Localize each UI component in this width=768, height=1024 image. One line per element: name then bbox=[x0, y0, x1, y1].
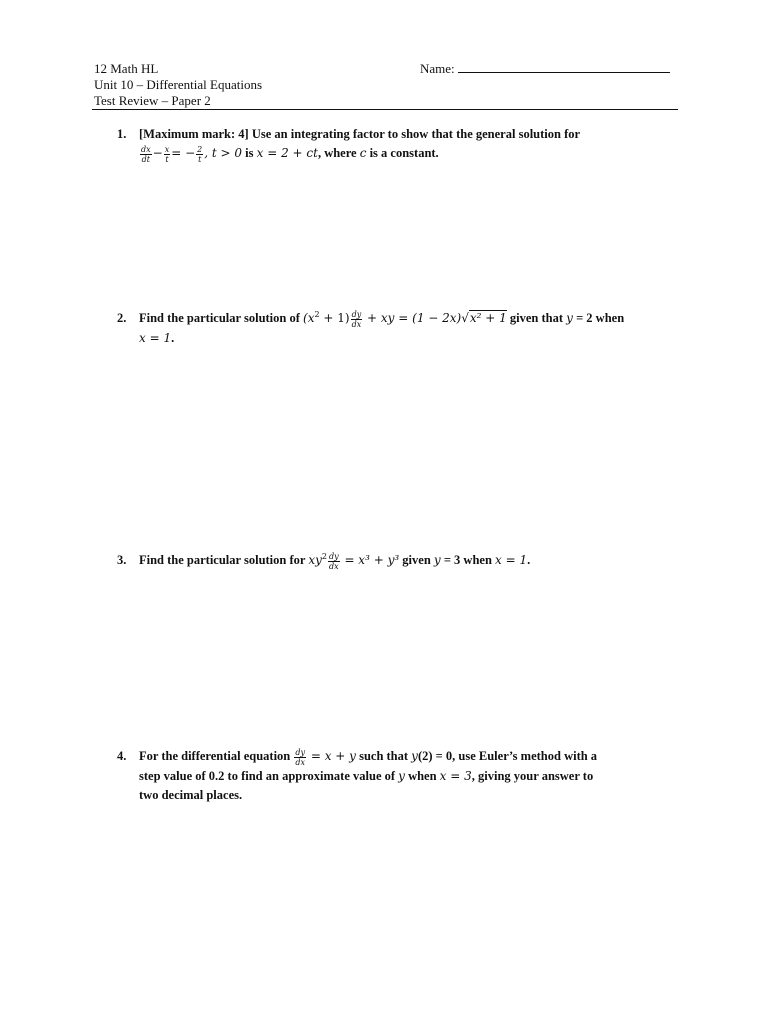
question-number: 3. bbox=[117, 553, 127, 567]
course-title: 12 Math HL bbox=[94, 61, 159, 76]
question-body: For the differential equation $\frac{dy}{dx}$ = x + y such that y(2) = 0, use Euler’s method with a step value of 0.2 to find an approximate value of y when x = 3, giving your answer to two decimal places. bbox=[139, 747, 598, 802]
fraction-dy-dx: $\frac{dy}{dx}$ bbox=[351, 309, 362, 329]
question-1 bbox=[117, 125, 662, 164]
marks-label: [Maximum mark: 4] bbox=[139, 127, 249, 141]
question-body: Find the particular solution for $xy^2$ $\frac{dy}{dx}$ = x³ + y³ given y = 3 when x = 1. bbox=[139, 551, 531, 571]
question-number: 4. bbox=[117, 749, 127, 763]
fraction-dy-dx: $\frac{dy}{dx}$ bbox=[295, 747, 306, 767]
fraction-dy-dx: $\frac{dy}{dx}$ bbox=[328, 551, 339, 571]
unit-title: Unit 10 – Differential Equations bbox=[94, 77, 263, 92]
question-text: Use an integrating factor to show that the general solution for bbox=[248, 127, 581, 141]
solution-expression: x = 2 + ct bbox=[256, 146, 318, 160]
question-3 bbox=[117, 551, 662, 571]
fraction-2-t: $\frac{2}{t}$ bbox=[197, 144, 203, 164]
fraction-x-t: $\frac{x}{t}$ bbox=[164, 144, 170, 164]
paper-title: Test Review – Paper 2 bbox=[94, 93, 211, 108]
question-body: [Maximum mark: 4] Use an integrating factor to show that the general solution for $\frac{dx}{dt}$ − $\frac{x}{t}$ = − $\frac{2}{t}$ , t > 0 is x = 2 + ct, where c is a constant. bbox=[139, 127, 581, 164]
question-number: 1. bbox=[117, 127, 127, 141]
fraction-dx-dt: $\frac{dx}{dt}$ bbox=[141, 144, 151, 164]
name-label: Name: bbox=[420, 61, 455, 76]
header-divider bbox=[92, 109, 678, 110]
question-number: 2. bbox=[117, 311, 127, 325]
name-field bbox=[420, 61, 670, 77]
question-body: Find the particular solution of $(x^2 + 1)$ $\frac{dy}{dx}$ + xy = (1 − 2x)√x² + 1 given that y = 2 when x = 1. bbox=[139, 309, 625, 345]
square-root: √x² + 1 bbox=[461, 311, 507, 325]
question-4 bbox=[117, 747, 662, 805]
question-2 bbox=[117, 309, 662, 348]
name-blank-line bbox=[458, 61, 670, 73]
